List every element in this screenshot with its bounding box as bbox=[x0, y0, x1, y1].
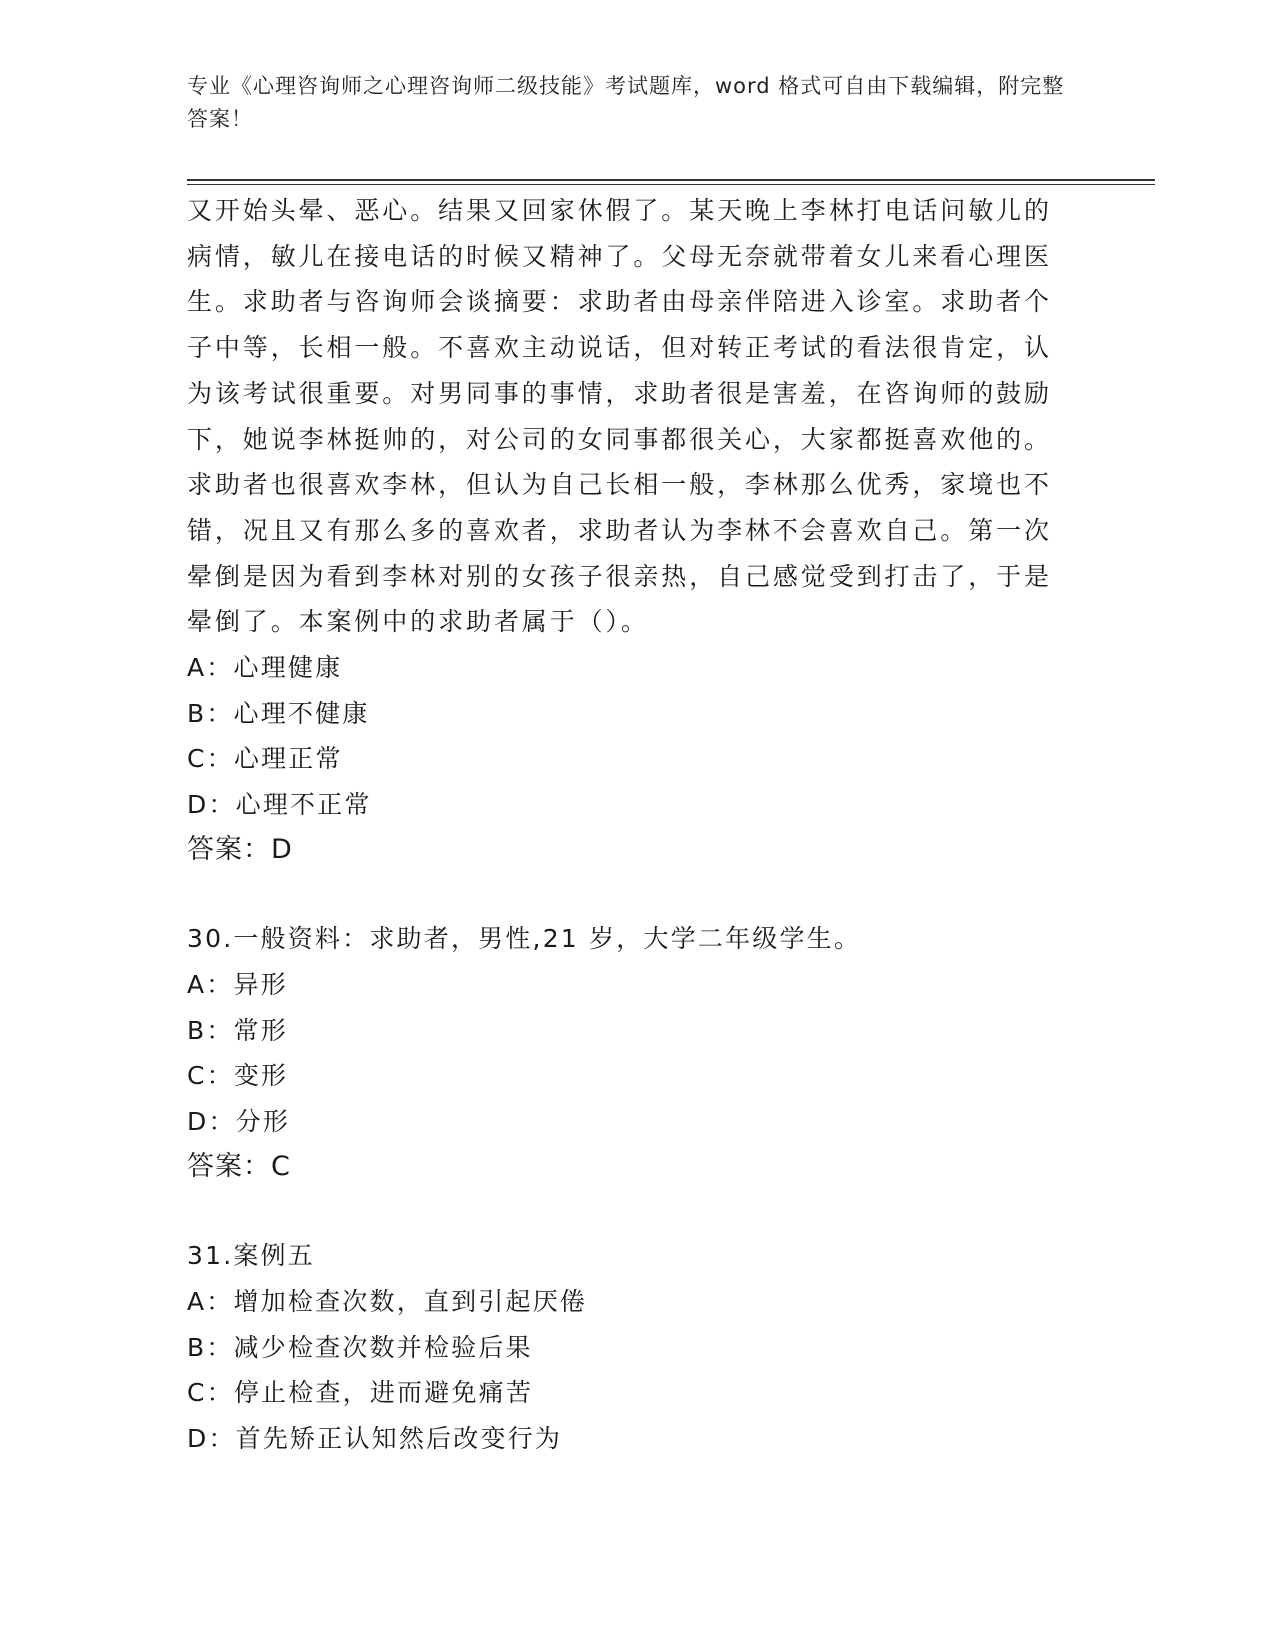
answer-label: 答案：C bbox=[187, 1151, 291, 1183]
option-d: D：分形 bbox=[187, 1106, 291, 1136]
question-31 bbox=[187, 1233, 1067, 1461]
header-title: 专业《心理咨询师之心理咨询师二级技能》考试题库，word 格式可自由下载编辑，附完整答案！ bbox=[187, 74, 1065, 131]
answer-label: 答案：D bbox=[187, 834, 293, 866]
option-d: D：首先矫正认知然后改变行为 bbox=[187, 1423, 563, 1453]
option-c: C：停止检查，进而避免痛苦 bbox=[187, 1378, 534, 1408]
option-a: A：增加检查次数，直到引起厌倦 bbox=[187, 1287, 588, 1317]
question-title: 31.案例五 bbox=[187, 1241, 315, 1271]
document-body bbox=[187, 188, 1067, 1461]
header-divider-thin bbox=[187, 184, 1155, 185]
question-29 bbox=[187, 188, 1067, 873]
option-c: C：心理正常 bbox=[187, 744, 343, 774]
header-divider bbox=[187, 179, 1155, 181]
option-b: B：常形 bbox=[187, 1015, 288, 1045]
option-c: C：变形 bbox=[187, 1061, 289, 1091]
question-text: 又开始头晕、恶心。结果又回家休假了。某天晚上李林打电话问敏儿的病情，敏儿在接电话的时候又精神了。父母无奈就带着女儿来看心理医生。求助者与咨询师会谈摘要：求助者由母亲伴陪进入诊室。求助者个子中等，长相一般。不喜欢主动说话，但对转正考试的看法很肯定，认为该考试很重要。对男同事的事情，求助者很是害羞，在咨询师的鼓励下，她说李林挺帅的，对公司的女同事都很关心，大家都挺喜欢他的。求助者也很喜欢李林，但认为自己长相一般，李林那么优秀，家境也不错，况且又有那么多的喜欢者，求助者认为李林不会喜欢自己。第一次晕倒是因为看到李林对别的女孩子很亲热，自己感觉受到打击了，于是晕倒了。本案例中的求助者属于（）。 bbox=[187, 196, 1052, 637]
option-a: A：异形 bbox=[187, 970, 288, 1000]
question-title: 30.一般资料：求助者，男性,21 岁，大学二年级学生。 bbox=[187, 924, 862, 954]
option-b: B：减少检查次数并检验后果 bbox=[187, 1332, 533, 1362]
option-d: D：心理不正常 bbox=[187, 789, 372, 819]
page-header bbox=[187, 70, 1067, 136]
option-b: B：心理不健康 bbox=[187, 698, 370, 728]
spacer bbox=[187, 1190, 1067, 1233]
option-a: A：心理健康 bbox=[187, 653, 343, 683]
question-30 bbox=[187, 916, 1067, 1190]
spacer bbox=[187, 873, 1067, 916]
